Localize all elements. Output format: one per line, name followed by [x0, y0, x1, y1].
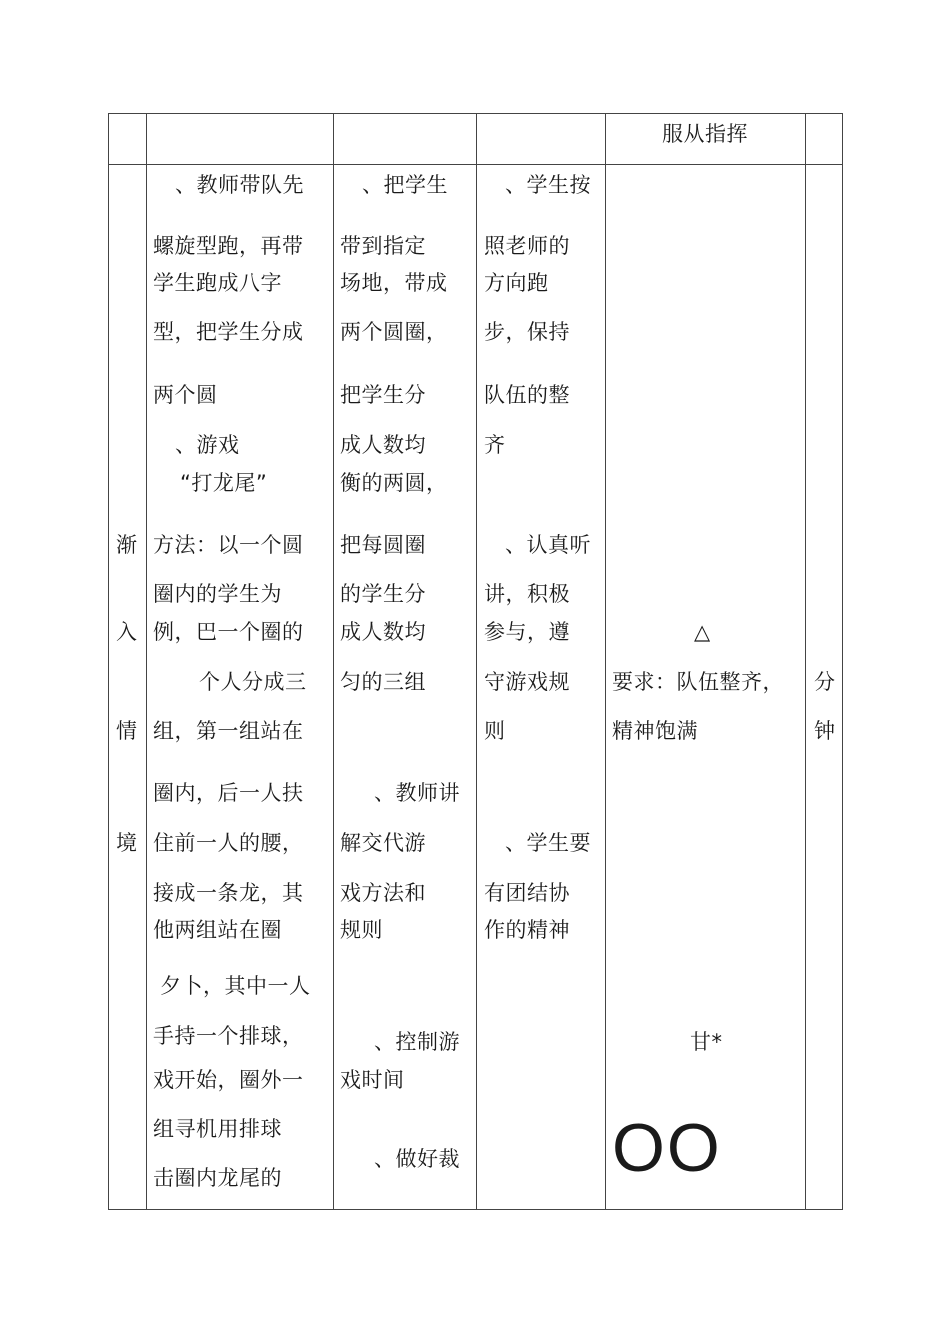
teacher-line: 方法：以一个圆	[153, 533, 304, 557]
header-cell-text: 服从指挥	[662, 122, 748, 146]
student-line: 、学生要	[505, 831, 591, 855]
column-divider	[605, 113, 606, 1210]
student-line: 、学生按	[505, 173, 591, 197]
row-divider	[108, 164, 843, 165]
student-line: 、认真听	[505, 533, 591, 557]
student-line: 则	[484, 719, 506, 743]
student-line: 照老师的	[484, 234, 570, 258]
teacher-line: 夕卜，其中一人	[160, 974, 311, 998]
column-divider	[805, 113, 806, 1210]
student-line: 作的精神	[484, 918, 570, 942]
org-line: 规则	[340, 918, 383, 942]
stage-char: 境	[116, 831, 138, 855]
stage-char: 入	[116, 620, 138, 644]
teacher-line: 圈内，后一人扶	[153, 781, 304, 805]
org-line: 匀的三组	[340, 670, 426, 694]
org-line: 把每圆圈	[340, 533, 426, 557]
org-line: 、做好裁	[374, 1147, 460, 1171]
teacher-line: 圈内的学生为	[153, 582, 282, 606]
stage-char: 渐	[116, 533, 138, 557]
teacher-line: 、教师带队先	[175, 173, 304, 197]
teacher-line: 型，把学生分成	[153, 320, 304, 344]
requirement-line: 精神饱满	[612, 719, 698, 743]
org-line: 成人数均	[340, 433, 426, 457]
org-line: 解交代游	[340, 831, 426, 855]
student-line: 守游戏规	[484, 670, 570, 694]
teacher-line: 两个圆	[153, 383, 218, 407]
org-line: 带到指定	[340, 234, 426, 258]
org-line: 的学生分	[340, 582, 426, 606]
org-line: 成人数均	[340, 620, 426, 644]
student-line: 步，保持	[484, 320, 570, 344]
student-line: 队伍的整	[484, 383, 570, 407]
time-char: 钟	[814, 719, 836, 743]
org-line: 场地，带成	[340, 271, 448, 295]
teacher-line: 、游戏	[175, 433, 240, 457]
time-char: 分	[814, 670, 836, 694]
student-line: 讲，积极	[484, 582, 570, 606]
requirement-line: 要求：队伍整齐，	[612, 670, 784, 694]
teacher-line: “打龙尾”	[180, 471, 268, 495]
org-line: 衡的两圆，	[340, 471, 448, 495]
column-divider	[333, 113, 334, 1210]
org-line: 戏方法和	[340, 881, 426, 905]
teacher-line: 学生跑成八字	[153, 271, 282, 295]
scan-artifact-circles: OO	[612, 1110, 722, 1186]
teacher-line: 手持一个排球，	[153, 1024, 304, 1048]
student-line: 方向跑	[484, 271, 549, 295]
org-line: 把学生分	[340, 383, 426, 407]
teacher-line: 个人分成三	[199, 670, 307, 694]
teacher-line: 击圈内龙尾的	[153, 1166, 282, 1190]
scan-artifact-mark: 甘*	[690, 1030, 723, 1054]
teacher-line: 戏开始，圈外一	[153, 1068, 304, 1092]
column-divider	[146, 113, 147, 1210]
student-line: 参与，遵	[484, 620, 570, 644]
teacher-line: 例，巴一个圈的	[153, 620, 304, 644]
teacher-line: 接成一条龙，其	[153, 881, 304, 905]
org-line: 戏时间	[340, 1068, 405, 1092]
org-line: 两个圆圈，	[340, 320, 448, 344]
student-line: 齐	[484, 433, 506, 457]
teacher-line: 组，第一组站在	[153, 719, 304, 743]
org-line: 、教师讲	[374, 781, 460, 805]
column-divider	[476, 113, 477, 1210]
teacher-line: 他两组站在圈	[153, 918, 282, 942]
triangle-icon: △	[694, 620, 711, 644]
teacher-line: 螺旋型跑，再带	[153, 234, 304, 258]
student-line: 有团结协	[484, 881, 570, 905]
org-line: 、控制游	[374, 1030, 460, 1054]
teacher-line: 住前一人的腰，	[153, 831, 304, 855]
stage-char: 情	[116, 719, 138, 743]
teacher-line: 组寻机用排球	[153, 1117, 282, 1141]
org-line: 、把学生	[362, 173, 448, 197]
